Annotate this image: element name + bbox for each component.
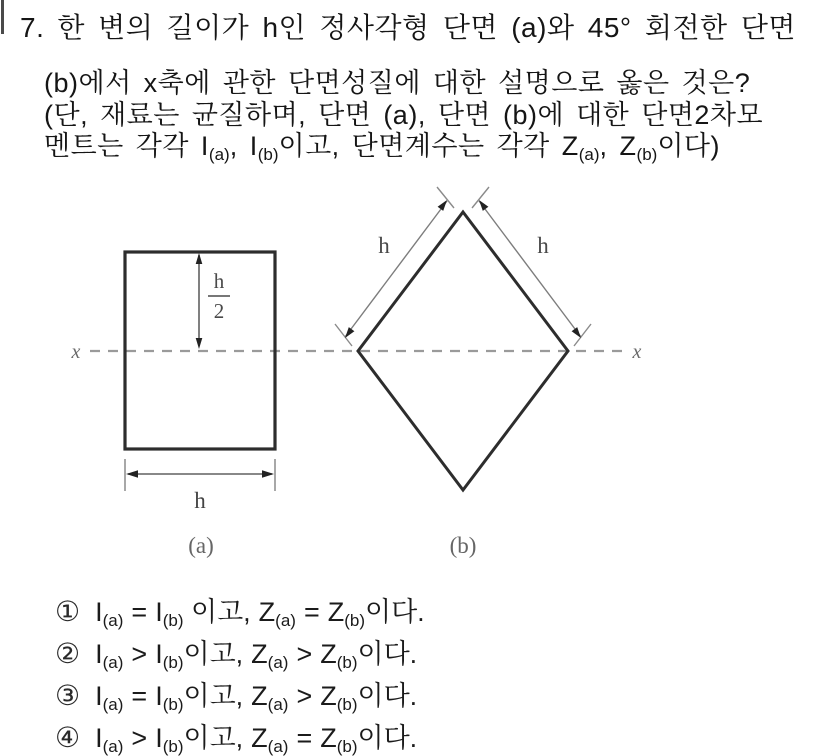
x-axis-label-left: x	[71, 341, 81, 363]
subscript-a: (a)	[102, 737, 124, 756]
option-tail: 이다.	[365, 597, 425, 627]
option-1: ① I(a) = I(b) 이고, Z(a) = Z(b)이다.	[55, 596, 425, 630]
conjunction: 이고,	[183, 639, 244, 669]
subscript-a: (a)	[102, 695, 124, 714]
option-3: ③ I(a) = I(b)이고, Z(a) > Z(b)이다.	[55, 680, 418, 714]
caption-a: (a)	[188, 533, 214, 558]
half-height-fraction-denominator: 2	[213, 299, 225, 323]
subscript-a: (a)	[208, 145, 230, 164]
diamond-side-right-label: h	[537, 233, 549, 258]
conjunction: 이고,	[183, 681, 244, 711]
diamond-side-left-label: h	[378, 233, 390, 258]
question-number: 7.	[20, 12, 45, 43]
question-line-1	[20, 12, 796, 44]
operator: >	[296, 639, 313, 669]
subscript-b: (b)	[344, 611, 365, 630]
subscript-a: (a)	[275, 611, 296, 630]
question-line-2: (b)에서 x축에 관한 단면성질에 대한 설명으로 옳은 것은?	[44, 68, 751, 98]
subscript-a: (a)	[102, 653, 124, 672]
arrowhead-right-icon	[262, 470, 274, 477]
option-4: ④ I(a) > I(b)이고, Z(a) = Z(b)이다.	[55, 722, 418, 756]
arrowhead-left-icon	[126, 470, 138, 477]
subscript-a: (a)	[267, 737, 289, 756]
arrowhead-up-icon	[196, 253, 203, 264]
subscript-b: (b)	[162, 737, 184, 756]
diamond-right-dimension-line	[479, 201, 581, 337]
subscript-b: (b)	[162, 653, 184, 672]
cross-section-figure	[0, 175, 700, 575]
operator: >	[296, 681, 313, 711]
option-2: ② I(a) > I(b)이고, Z(a) > Z(b)이다.	[55, 638, 418, 672]
operator: >	[131, 639, 148, 669]
half-height-fraction-numerator: h	[213, 269, 225, 293]
operator: =	[131, 681, 148, 711]
arrowhead-upper-icon	[479, 200, 488, 211]
question-line-4: 멘트는 각각 I(a), I(b)이고, 단면계수는 각각 Z(a), Z(b)이다)	[44, 131, 720, 164]
arrowhead-lower-icon	[345, 327, 354, 338]
subscript-b: (b)	[336, 653, 358, 672]
operator: =	[296, 723, 313, 753]
operator: >	[131, 723, 148, 753]
conjunction: 이고,	[183, 597, 251, 627]
option-3-number: ③	[55, 680, 81, 711]
option-1-number: ①	[55, 596, 81, 627]
question-line-3: (단, 재료는 균질하며, 단면 (a), 단면 (b)에 대한 단면2차모	[44, 99, 764, 130]
caption-b: (b)	[449, 533, 477, 558]
conjunction: 이고,	[183, 723, 244, 753]
subscript-a: (a)	[267, 653, 289, 672]
option-tail: 이다.	[357, 723, 418, 753]
tick-right-vertex	[574, 324, 591, 346]
tick-top-right	[472, 187, 489, 208]
option-tail: 이다.	[357, 681, 418, 711]
x-axis-label-right: x	[632, 341, 642, 363]
arrowhead-upper-icon	[438, 200, 447, 211]
option-2-number: ②	[55, 638, 81, 669]
subscript-a: (a)	[578, 145, 600, 164]
width-label: h	[194, 488, 206, 513]
subscript-b: (b)	[336, 695, 358, 714]
subscript-b: (b)	[162, 611, 184, 630]
question-line-1-text: 한 변의 길이가 h인 정사각형 단면 (a)와 45° 회전한 단면	[57, 12, 796, 43]
operator: =	[131, 597, 148, 627]
subscript-b: (b)	[636, 145, 658, 164]
tick-top-left	[437, 187, 454, 208]
arrowhead-down-icon	[196, 338, 203, 349]
diamond-left-dimension-line	[345, 201, 447, 337]
subscript-a: (a)	[267, 695, 289, 714]
option-4-number: ④	[55, 722, 81, 753]
subscript-a: (a)	[102, 611, 124, 630]
subscript-b: (b)	[162, 695, 184, 714]
subscript-b: (b)	[336, 737, 358, 756]
option-tail: 이다.	[357, 639, 418, 669]
left-margin-rule	[1, 0, 4, 34]
question-body	[44, 68, 763, 166]
subscript-b: (b)	[257, 145, 279, 164]
operator: =	[303, 597, 320, 627]
tick-left-vertex	[335, 324, 352, 346]
arrowhead-lower-icon	[572, 327, 581, 338]
